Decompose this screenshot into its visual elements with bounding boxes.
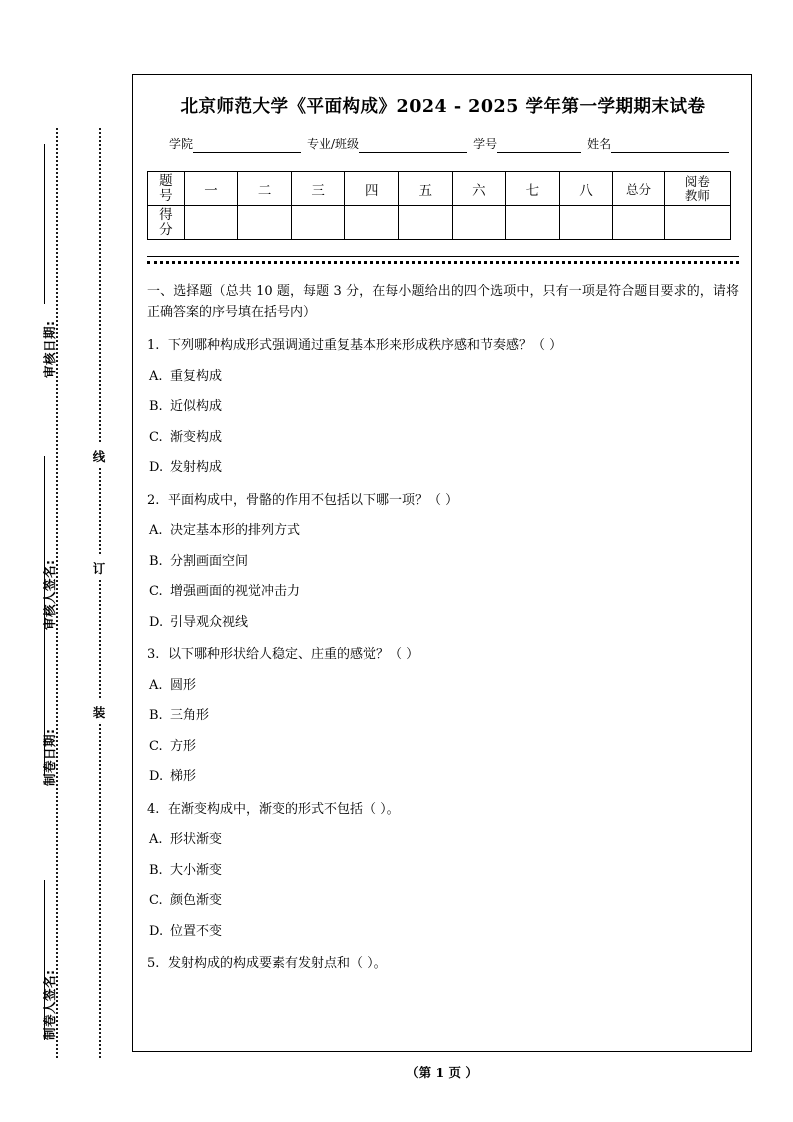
teacher-label-line2: 教师 <box>684 187 710 203</box>
score-table-rowhead-score <box>148 206 185 240</box>
option-key-3-a: A. <box>149 677 163 693</box>
option-key-2-d: D. <box>149 614 164 630</box>
student-id-label: 学号 <box>473 137 498 151</box>
option-text-4-c: 颜色渐变 <box>170 893 223 909</box>
option-key-3-d: D. <box>149 769 164 785</box>
question-number-2: 2. <box>147 492 160 508</box>
fold-mark-bind: 订 <box>89 556 109 580</box>
option-text-2-d: 引导观众视线 <box>170 614 249 630</box>
college-field <box>169 135 301 153</box>
option-text-3-d: 梯形 <box>170 769 197 785</box>
option-2-a[interactable] <box>147 521 739 541</box>
score-col-2: 二 <box>238 172 292 206</box>
college-label: 学院 <box>169 137 194 151</box>
separator-dotted <box>147 261 739 264</box>
exam-paper-frame <box>132 74 752 1052</box>
option-4-c[interactable] <box>147 891 739 911</box>
question-text-1: 下列哪种构成形式强调通过重复基本形来形成秩序感和节奏感？（ ） <box>168 338 563 354</box>
question-stem-3 <box>147 645 739 665</box>
option-key-4-a: A. <box>149 832 163 848</box>
table-row-scores <box>148 206 731 240</box>
score-cell-8[interactable] <box>559 206 613 240</box>
option-key-1-d: D. <box>149 460 164 476</box>
binding-margin <box>0 0 128 1122</box>
option-text-2-c: 增强画面的视觉冲击力 <box>170 584 301 600</box>
option-text-1-a: 重复构成 <box>170 368 223 384</box>
score-table <box>147 171 731 240</box>
option-4-b[interactable] <box>147 861 739 881</box>
fold-mark-line: 线 <box>89 444 109 468</box>
option-text-4-a: 形状渐变 <box>170 832 223 848</box>
name-field <box>587 135 729 153</box>
option-key-4-b: B. <box>149 862 163 878</box>
margin-label-reviewer-signature: 审核人签名: <box>42 559 57 630</box>
score-col-8: 八 <box>559 172 613 206</box>
question-number-4: 4. <box>147 801 160 817</box>
score-cell-1[interactable] <box>184 206 238 240</box>
option-3-d[interactable] <box>147 767 739 787</box>
option-3-c[interactable] <box>147 737 739 757</box>
option-3-b[interactable] <box>147 706 739 726</box>
question-stem-4 <box>147 800 739 820</box>
option-2-d[interactable] <box>147 613 739 633</box>
option-key-1-a: A. <box>149 368 163 384</box>
score-cell-5[interactable] <box>399 206 453 240</box>
option-1-a[interactable] <box>147 367 739 387</box>
question-number-5: 5. <box>147 956 160 972</box>
option-text-3-b: 三角形 <box>170 708 210 724</box>
score-col-teacher <box>664 172 730 206</box>
separator-solid <box>147 256 739 257</box>
option-3-a[interactable] <box>147 676 739 696</box>
option-text-1-b: 近似构成 <box>170 399 223 415</box>
option-2-c[interactable] <box>147 582 739 602</box>
page-title: 北京师范大学《平面构成》2024 - 2025 学年第一学期期末试卷 <box>180 97 706 117</box>
major-label: 专业/班级 <box>307 137 360 151</box>
rowhead-score-line1: 得 <box>159 207 173 224</box>
fold-mark-assemble: 装 <box>89 700 109 724</box>
option-key-3-b: B. <box>149 708 163 724</box>
option-key-2-a: A. <box>149 523 163 539</box>
score-cell-3[interactable] <box>291 206 345 240</box>
option-text-1-c: 渐变构成 <box>170 429 223 445</box>
score-table-rowhead-question <box>148 172 185 206</box>
score-cell-total[interactable] <box>613 206 664 240</box>
question-number-3: 3. <box>147 647 160 663</box>
option-text-2-a: 决定基本形的排列方式 <box>170 523 301 539</box>
option-1-c[interactable] <box>147 428 739 448</box>
option-text-4-b: 大小渐变 <box>170 862 223 878</box>
college-input[interactable] <box>193 138 301 153</box>
question-stem-2 <box>147 491 739 511</box>
score-cell-6[interactable] <box>452 206 506 240</box>
option-key-1-b: B. <box>149 399 163 415</box>
major-field <box>307 135 467 153</box>
option-4-d[interactable] <box>147 922 739 942</box>
score-table-body <box>148 172 731 240</box>
rowhead-question-line1: 题 <box>159 173 173 189</box>
option-key-2-c: C. <box>149 584 163 600</box>
margin-label-make-date: 制卷日期: <box>42 728 57 786</box>
score-cell-teacher[interactable] <box>664 206 730 240</box>
score-col-4: 四 <box>345 172 399 206</box>
teacher-label-line1: 阅卷 <box>684 173 710 189</box>
binding-dotted-line-inner <box>99 128 101 1058</box>
score-col-7: 七 <box>506 172 560 206</box>
exam-paper-content <box>147 75 739 977</box>
page-footer <box>132 1063 752 1081</box>
student-id-field <box>473 135 581 153</box>
student-id-input[interactable] <box>497 138 581 153</box>
question-text-5: 发射构成的构成要素有发射点和（ ）。 <box>168 956 387 972</box>
score-cell-2[interactable] <box>238 206 292 240</box>
name-input[interactable] <box>611 138 729 153</box>
score-col-5: 五 <box>399 172 453 206</box>
score-col-3: 三 <box>291 172 345 206</box>
option-key-4-c: C. <box>149 893 163 909</box>
option-text-2-b: 分割画面空间 <box>170 553 249 569</box>
question-body <box>147 281 739 974</box>
score-col-6: 六 <box>452 172 506 206</box>
option-4-a[interactable] <box>147 830 739 850</box>
page-number: （第 1 页 ） <box>406 1065 478 1080</box>
name-label: 姓名 <box>587 137 612 151</box>
section-heading-multiple-choice: 一、选择题（总共 10 题，每题 3 分，在每小题给出的四个选项中，只有一项是符合题目要求的，请将正确答案的序号填在括号内） <box>147 284 739 321</box>
rowhead-question-line2: 号 <box>159 187 173 204</box>
option-text-3-a: 圆形 <box>170 677 197 693</box>
margin-label-review-date: 审核日期: <box>42 320 57 378</box>
question-number-1: 1. <box>147 338 160 354</box>
question-stem-5 <box>147 954 739 974</box>
rowhead-score-line2: 分 <box>159 221 173 238</box>
question-text-4: 在渐变构成中，渐变的形式不包括（ ）。 <box>168 801 400 817</box>
option-2-b[interactable] <box>147 552 739 572</box>
score-col-1: 一 <box>184 172 238 206</box>
option-1-b[interactable] <box>147 397 739 417</box>
table-row-question-numbers <box>148 172 731 206</box>
score-cell-4[interactable] <box>345 206 399 240</box>
option-text-4-d: 位置不变 <box>170 923 223 939</box>
student-info-row <box>147 135 739 153</box>
option-key-2-b: B. <box>149 553 163 569</box>
margin-label-maker-signature: 制卷人签名: <box>42 969 57 1040</box>
score-cell-7[interactable] <box>506 206 560 240</box>
question-text-3: 以下哪种形状给人稳定、庄重的感觉？（ ） <box>168 647 420 663</box>
option-key-4-d: D. <box>149 923 164 939</box>
major-input[interactable] <box>359 138 467 153</box>
option-text-3-c: 方形 <box>170 738 197 754</box>
option-key-3-c: C. <box>149 738 163 754</box>
option-1-d[interactable] <box>147 458 739 478</box>
option-key-1-c: C. <box>149 429 163 445</box>
question-stem-1 <box>147 336 739 356</box>
question-text-2: 平面构成中，骨骼的作用不包括以下哪一项？（ ） <box>168 492 459 508</box>
score-col-total: 总分 <box>613 172 664 206</box>
option-text-1-d: 发射构成 <box>170 460 223 476</box>
